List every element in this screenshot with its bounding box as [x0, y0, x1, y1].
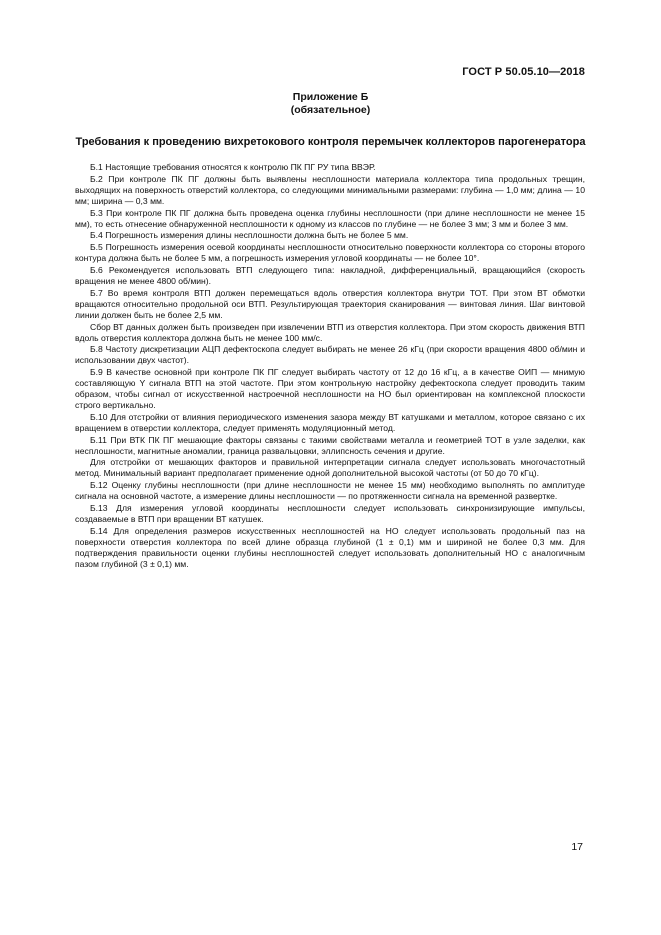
- appendix-status: (обязательное): [290, 104, 371, 116]
- appendix-title: Приложение Б: [292, 91, 369, 103]
- paragraph-b3: Б.3 При контроле ПК ПГ должна быть проведена оценка глубины несплошности (при длине несплошности не менее 15 мм), то есть отнесение обнаруженной несплошности к одному из классов по глубине — не более 3 мм; 3 мм и более 3 мм.: [75, 207, 585, 229]
- paragraph-b7-data-collection: Сбор ВТ данных должен быть произведен при извлечении ВТП из отверстия коллектора. При этом скорость движения ВТП вдоль отверстия коллектора должна быть не менее 100 мм/с.: [75, 321, 585, 343]
- paragraph-b6: Б.6 Рекомендуется использовать ВТП следующего типа: накладной, дифференциальный, вращающийся (скорость вращения не менее 4800 об/мин).: [75, 265, 585, 286]
- paragraph-b9: Б.9 В качестве основной при контроле ПК ПГ следует выбирать частоту от 12 до 16 кГц, а в качестве ОИП — мнимую составляющую Y сигнала ВТП на этой частоте. При этом контрольную настройку дефектоскопа следует проводить таким образом, чтобы сигнал от искусственной настроечной несплошности на НО был ориентирован на комплексной плоскости строго вертикально.: [75, 367, 585, 411]
- paragraph-b11-multifrequency: Для отстройки от мешающих факторов и правильной интерпретации сигнала следует использовать многочастотный метод. Минимальный вариант предполагает применение одной дополнительной высокой частоты (от 50 до 70 кГц).: [75, 457, 585, 479]
- paragraph-b11: Б.11 При ВТК ПК ПГ мешающие факторы связаны с такими свойствами металла и геометрией ТОТ в узле заделки, как несплошности, магнитные аномалии, граница развальцовки, эллипсность сечения и другие.: [75, 434, 585, 456]
- paragraph-b10: Б.10 Для отстройки от влияния периодического изменения зазора между ВТ катушками и металлом, которое связано с их вращением в отверстии коллектора, следует применять модуляционный метод.: [75, 411, 585, 433]
- paragraph-b1: Б.1 Настоящие требования относятся к контролю ПК ПГ РУ типа ВВЭР.: [90, 162, 376, 172]
- appendix-heading: [0, 91, 661, 117]
- section-title: Требования к проведению вихретокового контроля перемычек коллекторов парогенератора: [75, 136, 586, 148]
- paragraph-b12: Б.12 Оценку глубины несплошности (при длине несплошности не менее 15 мм) необходимо выполнять по амплитуде сигнала на основной частоте, а измерение длины несплошности — по протяженности сигнала на временной развертке.: [75, 480, 585, 502]
- paragraph-b5: Б.5 Погрешность измерения осевой координаты несплошности относительно поверхности коллектора со стороны второго контура должна быть не более 5 мм, а погрешность измерения угловой координаты — не более 10°.: [75, 242, 585, 264]
- body-text: [75, 162, 585, 571]
- paragraph-b4: Б.4 Погрешность измерения длины несплошности должна быть не более 5 мм.: [90, 230, 409, 241]
- page-number: 17: [571, 841, 583, 853]
- paragraph-b14: Б.14 Для определения размеров искусственных несплошностей на НО следует использовать продольный паз на поверхности отверстия коллектора по всей длине образца глубиной (1 ± 0,1) мм и шириной не более 0,3 мм. Для подтверждения правильности оценки глубины несплошностей следует использовать дополнительный НО с аналогичным пазом глубиной (3 ± 0,1) мм.: [75, 525, 585, 569]
- paragraph-b13: Б.13 Для измерения угловой координаты несплошности следует использовать синхронизирующие импульсы, создаваемые в ВТП при вращении ВТ катушек.: [75, 503, 585, 525]
- paragraph-b8: Б.8 Частоту дискретизации АЦП дефектоскопа следует выбирать не менее 26 кГц (при скорости вращения 4800 об/мин и использовании двух частот).: [75, 344, 585, 366]
- paragraph-b7: Б.7 Во время контроля ВТП должен перемещаться вдоль отверстия коллектора внутри ТОТ. При этом ВТ обмотки вращаются относительно продольной оси ВТП. Результирующая траектория сканирования — винтовая линия. Шаг винтовой линии должен быть не более 2,5 мм.: [75, 287, 585, 320]
- document-code: ГОСТ Р 50.05.10—2018: [462, 66, 585, 78]
- paragraph-b2: Б.2 При контроле ПК ПГ должны быть выявлены несплошности материала коллектора типа продольных трещин, выходящих на поверхность отверстий коллектора, со следующими минимальными размерами: глубина — 1,0 мм; длина — 10 мм; ширина — 0,3 мм.: [75, 173, 585, 206]
